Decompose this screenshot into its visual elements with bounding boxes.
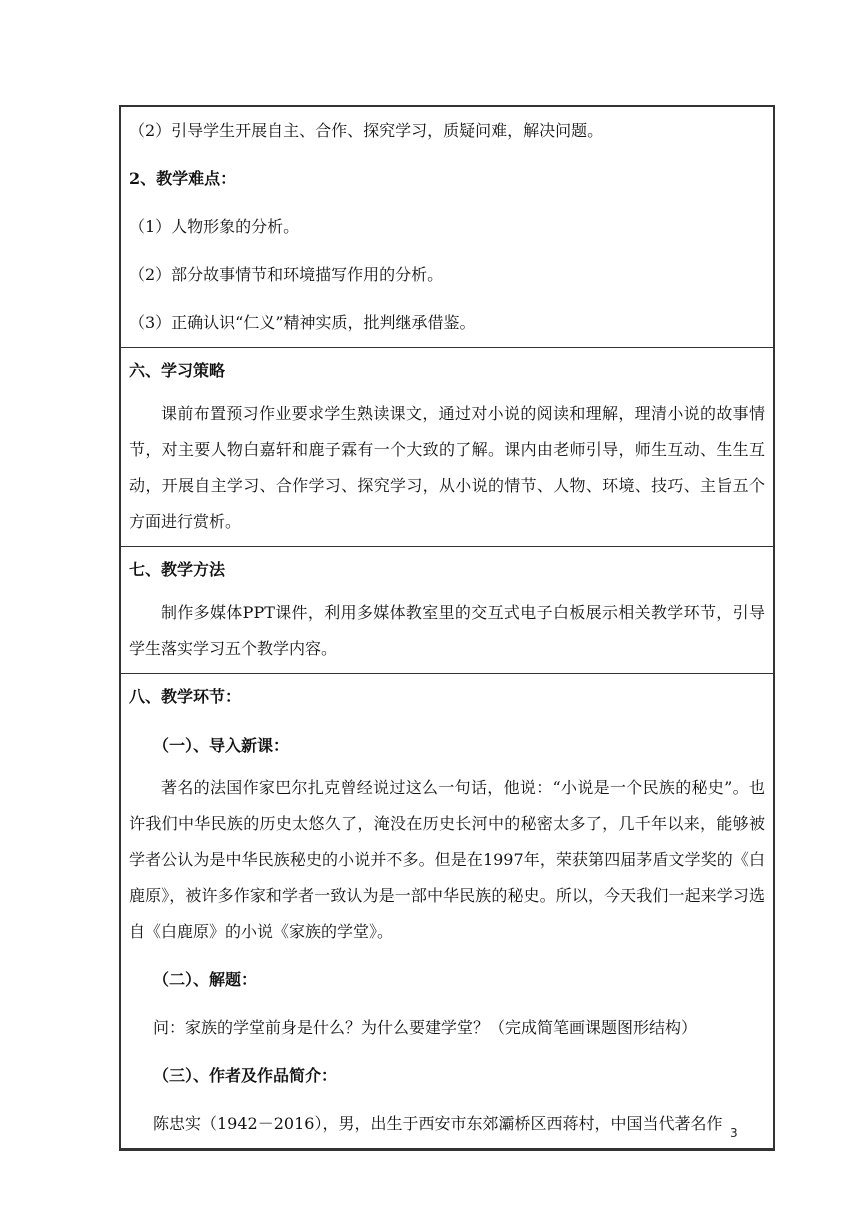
author-text: 陈忠实（1942－2016），男，出生于西安市东郊灞桥区西蒋村，中国当代著名作: [153, 1114, 723, 1133]
strategy-heading: 六、学习策略: [129, 361, 226, 380]
difficulty-cell: [120, 106, 774, 348]
method-heading: 七、教学方法: [129, 560, 226, 579]
page-number: 3: [730, 1126, 738, 1140]
strategy-text: 课前布置预习作业要求学生熟读课文，通过对小说的阅读和理解，理清小说的故事情节，对主要人物白嘉轩和鹿子霖有一个大致的了解。课内由老师引导，师生互动、生生互动，开展自主学习、合作学习、探究学习，从小说的情节、人物、环境、技巧、主旨五个方面进行赏析。: [129, 404, 765, 531]
title-question: 问：家族的学堂前身是什么？为什么要建学堂？（完成简笔画课题图形结构）: [153, 1018, 698, 1037]
process-heading: 八、教学环节：: [129, 687, 242, 706]
method-text: 制作多媒体PPT课件，利用多媒体教室里的交互式电子白板展示相关教学环节，引导学生落实学习五个教学内容。: [129, 603, 765, 658]
goal-item-2: （2）引导学生开展自主、合作、探究学习，质疑问难，解决问题。: [129, 121, 604, 140]
table-row: [120, 106, 774, 348]
intro-text: 著名的法国作家巴尔扎克曾经说过这么一句话，他说：“小说是一个民族的秘史”。也许我们中华民族的历史太悠久了，淹没在历史长河中的秘密太多了，几千年以来，能够被学者公认为是中华民族秘史的小说并不多。但是在1997年，荣获第四届茅盾文学奖的《白鹿原》，被许多作家和学者一致认为是一部中华民族的秘史。所以，今天我们一起来学习选自《白鹿原》的小说《家族的学堂》。: [129, 778, 765, 941]
table-row: [120, 547, 774, 674]
table-row: [120, 674, 774, 1150]
method-cell: [120, 547, 774, 674]
difficulty-item-3: （3）正确认识“仁义”精神实质，批判继承借鉴。: [129, 313, 476, 332]
difficulty-item-1: （1）人物形象的分析。: [129, 217, 300, 236]
table-row: [120, 348, 774, 547]
author-subheading: （三）、作者及作品简介：: [153, 1066, 338, 1085]
intro-subheading: （一）、导入新课：: [153, 736, 290, 755]
process-cell: [120, 674, 774, 1150]
lesson-plan-table: [119, 105, 775, 1151]
strategy-cell: [120, 348, 774, 547]
difficulty-heading: 2、教学难点：: [129, 169, 237, 188]
title-analysis-subheading: （二）、解题：: [153, 970, 258, 989]
difficulty-item-2: （2）部分故事情节和环境描写作用的分析。: [129, 265, 444, 284]
